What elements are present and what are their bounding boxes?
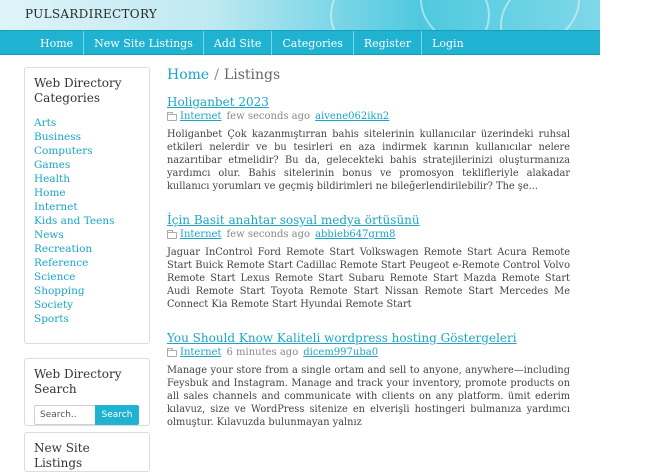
breadcrumb-home[interactable]: Home xyxy=(167,67,210,83)
category-list xyxy=(34,116,140,326)
category-item xyxy=(34,298,140,312)
category-link-society[interactable]: Society xyxy=(34,299,74,311)
breadcrumb-current: Listings xyxy=(223,67,281,83)
category-item xyxy=(34,256,140,270)
listing-user-link[interactable]: aivene062ikn2 xyxy=(315,111,390,122)
breadcrumb-separator: / xyxy=(214,67,219,83)
folder-icon xyxy=(167,232,177,239)
listing-description: Holiganbet Çok kazanmıştırran bahis sitelerinin kullanıcılar üzerindeki ruhsal etkileri nelerdir ve bu tesirleri en aza indirmek karının kullanıcılar nelere nazarıtibar etmelidir? Bu da, gelecekteki bahis stratejilerinizi oluşturmanıza yardımcı olur. Bahis sitelerinin bonus ve promosyon teklifleriyle alakadar kullanıcı yorumları ve geçmiş bildirimleri ne bileğerlendirilebilir? The şe... xyxy=(167,129,570,192)
listing-item xyxy=(167,331,570,429)
category-link-reference[interactable]: Reference xyxy=(34,257,89,269)
category-item xyxy=(34,200,140,214)
folder-icon xyxy=(167,114,177,121)
new-listings-heading: New Site Listings xyxy=(34,441,90,470)
site-header xyxy=(0,0,600,30)
category-link-health[interactable]: Health xyxy=(34,173,70,185)
search-panel xyxy=(24,358,150,426)
category-link-computers[interactable]: Computers xyxy=(34,145,93,157)
listing-title[interactable]: Holiganbet 2023 xyxy=(167,95,269,109)
listing-meta xyxy=(167,110,570,124)
nav-register[interactable]: Register xyxy=(354,31,422,55)
category-link-kids-and-teens[interactable]: Kids and Teens xyxy=(34,215,115,227)
category-link-shopping[interactable]: Shopping xyxy=(34,285,85,297)
listing-category-link[interactable]: Internet xyxy=(180,111,222,122)
listing-description: Manage your store from a single ortam and sell to anyone, anywhere—including Feysbuk and Instagram. Manage and track your inventory, promote products on all sales channels and communicate with clients on any platform. ümit ederim kılavuz, size ve WordPress sitenize en elverişli hostingeri bulmanıza yardımcı olmuştur. Kılavuzda bulunmayan yalnız xyxy=(167,365,570,428)
category-item xyxy=(34,186,140,200)
search-heading: Web Directory Search xyxy=(34,367,122,396)
category-link-news[interactable]: News xyxy=(34,229,64,241)
category-item xyxy=(34,158,140,172)
category-item xyxy=(34,242,140,256)
category-item xyxy=(34,130,140,144)
category-link-arts[interactable]: Arts xyxy=(34,117,57,129)
category-item xyxy=(34,228,140,242)
category-item xyxy=(34,172,140,186)
nav-new-site-listings[interactable]: New Site Listings xyxy=(84,31,204,55)
nav-login[interactable]: Login xyxy=(432,36,464,50)
nav-add-site[interactable]: Add Site xyxy=(204,31,273,55)
nav-categories[interactable]: Categories xyxy=(272,31,354,55)
site-logo[interactable]: PULSARDIRECTORY xyxy=(25,7,158,21)
categories-heading: Web Directory Categories xyxy=(34,76,122,105)
category-item xyxy=(34,284,140,298)
listing-category-link[interactable]: Internet xyxy=(180,347,222,358)
folder-icon xyxy=(167,350,177,357)
category-item xyxy=(34,270,140,284)
category-link-science[interactable]: Science xyxy=(34,271,76,283)
nav-home[interactable]: Home xyxy=(30,31,84,55)
category-item xyxy=(34,312,140,326)
listing-title[interactable]: You Should Know Kaliteli wordpress hosting Göstergeleri xyxy=(167,331,517,345)
listing-meta xyxy=(167,228,570,242)
search-form xyxy=(34,405,140,425)
main-nav xyxy=(0,30,600,55)
listing-time: few seconds ago xyxy=(226,111,311,122)
listing-item xyxy=(167,95,570,193)
listing-description: Jaguar InControl Ford Remote Start Volkswagen Remote Start Acura Remote Start Buick Remote Start Cadillac Remote Start Peugeot e-Remote Control Volvo Remote Start Lexus Remote Start Subaru Remote Start Mazda Remote Start Audi Remote Start Toyota Remote Start Nissan Remote Start Mercedes Me Connect Kia Remote Start Hyundai Remote Start xyxy=(167,247,570,310)
listing-user-link[interactable]: abbieb647grm8 xyxy=(315,229,396,240)
categories-panel xyxy=(24,67,150,344)
category-item xyxy=(34,116,140,130)
new-listings-panel xyxy=(24,432,150,472)
category-item xyxy=(34,214,140,228)
listing-meta xyxy=(167,346,570,360)
listing-time: few seconds ago xyxy=(226,229,311,240)
category-link-sports[interactable]: Sports xyxy=(34,313,69,325)
search-button[interactable]: Search xyxy=(95,405,139,425)
category-link-business[interactable]: Business xyxy=(34,131,81,143)
listing-time: 6 minutes ago xyxy=(226,347,299,358)
breadcrumb xyxy=(167,67,280,83)
search-input[interactable] xyxy=(34,405,95,425)
category-link-recreation[interactable]: Recreation xyxy=(34,243,93,255)
category-link-internet[interactable]: Internet xyxy=(34,201,78,213)
listing-category-link[interactable]: Internet xyxy=(180,229,222,240)
listing-title[interactable]: İçin Basit anahtar sosyal medya örtüsünü xyxy=(167,213,420,227)
listing-user-link[interactable]: dicem997uba0 xyxy=(303,347,379,358)
category-link-home[interactable]: Home xyxy=(34,187,66,199)
category-item xyxy=(34,144,140,158)
listing-item xyxy=(167,213,570,311)
category-link-games[interactable]: Games xyxy=(34,159,71,171)
